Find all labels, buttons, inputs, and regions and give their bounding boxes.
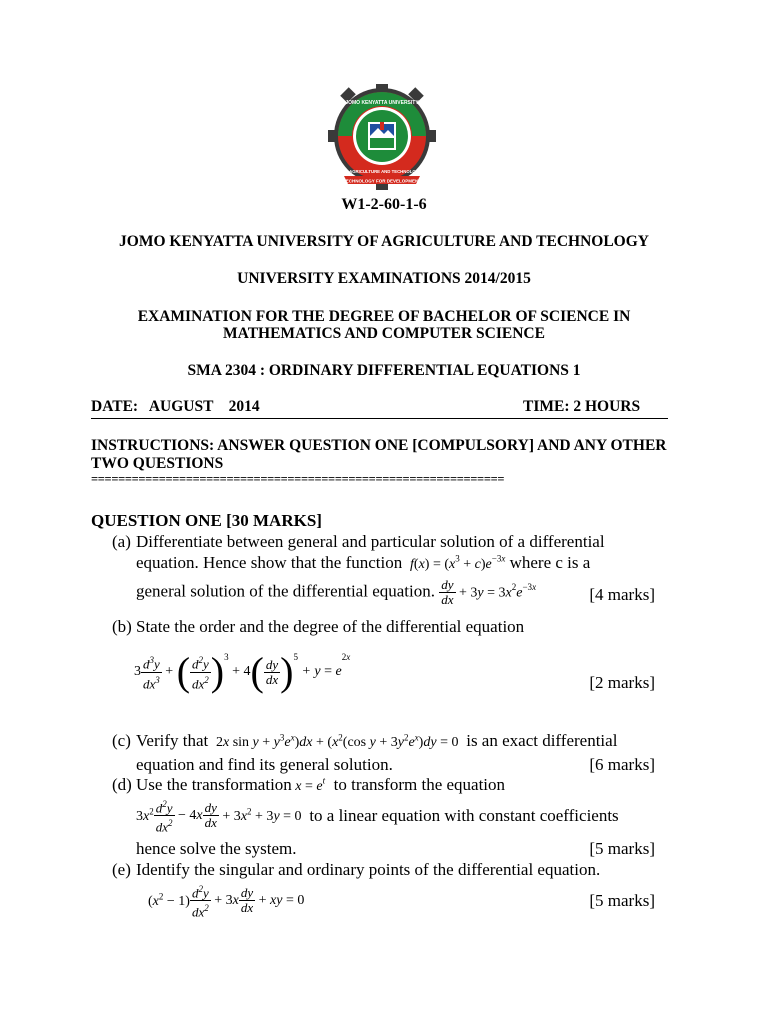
exam-date: DATE: AUGUST 2014 bbox=[91, 398, 260, 415]
part-c-marks: [6 marks] bbox=[589, 755, 655, 774]
part-d-line3: hence solve the system. bbox=[136, 839, 297, 858]
part-d-marks: [5 marks] bbox=[589, 839, 655, 858]
function-formula: f bbox=[406, 557, 414, 572]
part-a-label: (a) bbox=[112, 532, 131, 551]
part-b-equation: 3 $\frac{d^3y}{dx^3}$ + ( $\frac{d^2y}{dx^2}$ )$^3$ + 4( $\frac{dy}{dx}$ )$^5 + y = e^{2x}$ bbox=[134, 649, 351, 694]
university-seal-icon bbox=[326, 84, 438, 190]
part-d-label: (d) bbox=[112, 775, 132, 794]
exam-time: TIME: 2 HOURS bbox=[523, 398, 641, 415]
question-one-title: QUESTION ONE [30 MARKS] bbox=[91, 511, 322, 530]
exam-code: W1-2-60-1-6 bbox=[341, 196, 427, 213]
svg-text:TECHNOLOGY FOR DEVELOPMENT: TECHNOLOGY FOR DEVELOPMENT bbox=[343, 178, 421, 184]
instructions-line2: TWO QUESTIONS bbox=[91, 455, 224, 472]
part-e-marks: [5 marks] bbox=[589, 891, 655, 910]
separator: ============================================================= bbox=[91, 472, 505, 486]
university-name: JOMO KENYATTA UNIVERSITY OF AGRICULTURE AND TECHNOLOGY bbox=[119, 233, 649, 250]
part-d-line1: Use the transformation $x = e^t$ to transform the equation bbox=[136, 775, 506, 794]
part-e-label: (e) bbox=[112, 860, 131, 879]
part-b-label: (b) bbox=[112, 617, 132, 636]
part-a-marks: [4 marks] bbox=[589, 585, 655, 604]
exam-session: UNIVERSITY EXAMINATIONS 2014/2015 bbox=[237, 270, 531, 287]
part-a-line3: general solution of the differential equation. $\frac{dy}{dx}$ + $3y = 3x^2e^{-3x}$ bbox=[136, 577, 537, 607]
part-e-line1: Identify the singular and ordinary points of the differential equation. bbox=[136, 860, 601, 879]
part-c-line1: Verify that 2x $\sin y + y^3e^x)dx + (x^2(\cos$ $y + 3y^2e^x)dy = 0$ is an exact differential bbox=[136, 731, 618, 750]
part-c-label: (c) bbox=[112, 731, 131, 750]
exact-equation: 2x $\sin y + y^3e^x)dx + (x^2(\cos$ $y + 3y^2e^x)dy = 0$ bbox=[212, 732, 462, 750]
part-b-marks: [2 marks] bbox=[589, 673, 655, 692]
date-rule bbox=[91, 418, 668, 419]
course-title: SMA 2304 : ORDINARY DIFFERENTIAL EQUATIONS 1 bbox=[187, 362, 581, 379]
part-e-equation: $(x^2 - 1)$ $\frac{d^2y}{dx^2}$ + 3x $\frac{dy}{dx}$ + xy = 0 bbox=[148, 884, 305, 920]
part-d-line2: $3x^2$ $\frac{d^2y}{dx^2}$ − 4x $\frac{dy}{dx}$ + $3x^2 + 3y = 0$ to a linear equation with constant coefficients bbox=[136, 799, 619, 835]
instructions-line1: INSTRUCTIONS: ANSWER QUESTION ONE [COMPULSORY] AND ANY OTHER bbox=[91, 437, 667, 454]
part-a-line1: Differentiate between general and particular solution of a differential bbox=[136, 532, 605, 551]
transformation-formula: x bbox=[291, 779, 302, 794]
university-logo bbox=[326, 84, 438, 190]
degree-line1: EXAMINATION FOR THE DEGREE OF BACHELOR OF SCIENCE IN bbox=[137, 308, 631, 325]
degree-line2: MATHEMATICS AND COMPUTER SCIENCE bbox=[223, 325, 545, 342]
part-a-line2: equation. Hence show that the function $f(x) = (x^3 + c)e^{-3x}$ where c is a bbox=[136, 553, 591, 572]
svg-text:JOMO KENYATTA UNIVERSITY: JOMO KENYATTA UNIVERSITY bbox=[345, 100, 419, 106]
dy-dx-fraction: $\frac{dy}{dx}$ bbox=[441, 577, 454, 607]
part-c-line2: equation and find its general solution. bbox=[136, 755, 393, 774]
svg-text:OF AGRICULTURE AND TECHNOLOGY: OF AGRICULTURE AND TECHNOLOGY bbox=[342, 169, 422, 174]
part-b-line1: State the order and the degree of the differential equation bbox=[136, 617, 525, 636]
